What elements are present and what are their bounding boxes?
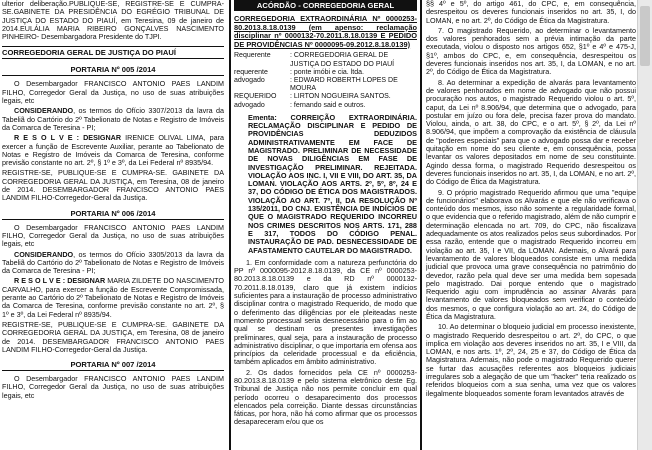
portaria-title: PORTARIA Nº 006 /2014 [2, 209, 224, 220]
party-role: advogado [234, 76, 265, 84]
acordao-header: ACÓRDÃO - CORREGEDORIA GERAL [234, 0, 417, 11]
party-name: : ponte imóbi e cia. ltda. [290, 68, 364, 76]
body-paragraph: 2. Os dados fornecidos pela CE nº 0000253-80.2013.8.18.0139 e pelo sistema eletrônico deste Eg. Tribunal de Justiça não nos permite concluir em qual período ocorreu o desaparecimento dos processos elencados pela correição. Diante dessas circunstâncias fáticas, por hora, não há como afirmar que os processos desapareceram e/ou que os [234, 367, 417, 427]
portaria-title: PORTARIA Nº 007 /2014 [2, 360, 224, 371]
resolve-text: IRENICE OLIVAL LIMA, para exercer a função de Escrevente Auxiliar, perante ao Tabelionato de Notas e Registro de Imóveis da Comarca de Teresina, conforme previsão constante no art. 2º, § 1º e 3º, da Lei Federal nº 8935/94. [2, 133, 224, 168]
case-caption: CORREGEDORIA EXTRAORDINÁRIA Nº 0000253-80.2013.8.18.0139 (em apenso: reclamação disciplinar nº 0000132-70.2011.8.18.0139 E PEDIDO DE PROVIDÊNCIAS Nº 0000095-09.2012.8.18.0139) [234, 14, 417, 49]
middle-column [229, 0, 422, 450]
considerando-label: CONSIDERANDO [14, 106, 74, 116]
portaria-intro: O Desembargador FRANCISCO ANTONIO PAES LANDIM FILHO, Corregedor Geral da Justiça, no uso de suas atribuições legais, etc [2, 374, 224, 400]
party-name: : LIRTON NOGUEIRA SANTOS. [290, 93, 391, 101]
resolve-label: R E S O L V E : DESIGNAR [14, 276, 106, 286]
considerando-label: CONSIDERANDO [14, 249, 74, 259]
section-title: CORREGEDORIA GERAL DE JUSTIÇA DO PIAUÍ [2, 46, 224, 59]
portaria-closing: REGISTRE-SE, PUBLIQUE-SE E CUMPRA-SE. GABINETE DA CORREGEDORIA GERAL DA JUSTIÇA, em Teresina, 08 de janeiro de 2014. DESEMBARGADOR FRANCISCO ANTONIO PAES LANDIM FILHO-Corregedor-Geral da Justiça. [2, 168, 224, 203]
body-paragraph: §§ 4º e 5º, do artigo 461, do CPC, e, em consequência, desrespeitou os deveres funcionais inseridos no art. 35, I, do LOMAN, e no art. 2º, do Código de Ética da Magistratura. [426, 0, 636, 25]
portaria-title: PORTARIA Nº 005 /2014 [2, 65, 224, 76]
party-role: REQUERIDO [234, 93, 277, 101]
body-paragraph: 9. O próprio magistrado Requerido afirmou que uma "equipe de funcionários" elaborava os Alvarás e que ele não verificava o conteúdo dos mesmos, isso não somente a regularidade formal, o que evidencia que o referido magistrado, além de não cumprir e determinação elencada no art. 709, do CPC, não fiscalizava adequadamente os atos realizados pelos seus subordinados. Por essa razão, entende que o magistrado Requerido incorreu em violação ao art. 35, I e VII, da LOMAN. Ademais, o Alvará para levantamento de valores bloqueados consiste em uma medida judicial que provoca uma grave consequência no patrimônio do devedor, razão pela qual deve ser uma medida bem sopesada pelo magistrado. Dai porque entendo que o magistrado Requerido agiu com imprudência ao assinar Alvarás para levantamento de valores bloqueados sem verificar o conteúdo dos mesmos, o que configura violação ao art. 24, do Código de Ética da Magistratura. [426, 187, 636, 321]
portaria-considerando [2, 251, 224, 276]
portaria-block [2, 209, 224, 354]
ementa: Ementa: CORREIÇÃO EXTRAORDINÁRIA. RECLAMAÇÃO DISCIPLINAR E PEDIDO DE PROVIDÊNCIAS DEDUZIDOS ADMINISTRATIVAMENTE EM FACE DE MAGISTRADO. PRELIMINAR DE NECESSIDADE DE NOVAS DILIGÊNCIAS EM FASE DE INVESTIGAÇÃO PRELIMINAR. REJEITADA. VIOLAÇÃO AOS INC. I, VII E VIII, DO ART. 35, DA LOMAN. VIOLAÇÃO AOS ARTS. 2º, 5º, 8º, 24 E 37, DO CÓDIGO DE ÉTICA DOS MAGISTRADOS. VIOLAÇÃO AO ART. 7º, II, DA RESOLUÇÃO Nº 135/2011, DO CNJ. EXISTÊNCIA DE INDÍCIOS DE QUE O MAGISTRADO REQUERIDO INCORREU NOS CRIMES DESCRITOS NOS ARTS. 171, 288 E 317, TODOS DO CÓDIGO PENAL. INSTAURAÇÃO DE PAD. DESNECESSIDADE DE AFASTAMENTO CAUTELAR DO MAGISTRADO. [248, 112, 417, 255]
right-column [426, 0, 636, 450]
portaria-considerando [2, 107, 224, 132]
party-role: Requerente [234, 52, 271, 60]
left-column [2, 0, 224, 450]
considerando-text: , os termos do Ofício 3305/2013 da lavra da Tabeliã do Cartório do 2º Tabelionato de Notas e Registro de Imóveis da Comarca de Teresina - PI; [2, 249, 224, 276]
party-role: requerente [234, 68, 268, 76]
body-paragraph: 7. O magistrado Requerido, ao determinar o levantamento dos valores penhorados sem a prévia intimação da parte executada, violou o disposto nos artigos 652, §1º e 4º e 475-J, §1º, ambos do CPC, e, em consequência, desrespeitou os deveres funcionais inseridos nos art. 35, I, da LOMAN, e no art. 2º, do Código de Ética da Magistratura. [426, 25, 636, 77]
continuation-text: ulterior deliberação.PUBLIQUE-SE, REGISTRE-SE E CUMPRA-SE.GABINETE DA PRESIDÊNCIA DO EGRÉGIO TRIBUNAL DE JUSTIÇA DO ESTADO DO PIAUÍ, em Teresina, 09 de janeiro de 2014.EULÁLIA MARIA RIBEIRO GONÇALVES NASCIMENTO PINHEIRO- Desembargadora Presidente do TJPI. [2, 0, 224, 42]
resolve-label: R E S O L V E : DESIGNAR [14, 133, 122, 143]
party-name: : EDWARD ROBERTH LOPES DE MOURA [290, 76, 398, 93]
body-paragraph: 8. Ao determinar a expedição de alvarás para levantamento de valores penhorados em nome de advogado que não possui procuração nos autos, o magistrado Requerido violou o art. 5º, caput, da Lei nº 8.906/94, que determina que o advogado, para postular em juízo ou fora dele, precisa fazer prova do mandato. Violou, ainda, o art. 38, do CPC, e o art. 5º, § 2º, da Lei nº 8.906/94, que impõem a comprovação da existência de cláusula de "poderes especiais" para que o advogado possa dar e receber quitação em nome do seu cliente e, em consequência, possa levantar os valores depositados em nome de seu constituinte. Agindo dessa forma, o magistrado Requerido desrespeitou os deveres funcionais inseridos no art. 35, I, da LOMAN, e no art. 2º, do Código de Ética da Magistratura. [426, 77, 636, 187]
body-paragraph: 10. Ao determinar o bloqueio judicial em processo inexistente, o magistrado Requerido desrespeitou o art. 2º, do CPC, o que implica em violação aos deveres inseridos no art. 35, I e VIII, da LOMAN, e nos arts. 1º, 2º, 24, 25 e 37, do Código de Ética da Magistratura. Ademais, não pode o magistrado Requerido querer se furtar das acusações referentes aos bloqueios judiciais irregulares sob a alegação de que um "hacker" teria realizado os referidos bloqueios com a sua senha, uma vez que os valores ilegalmente bloqueados somente foram levantados através de [426, 322, 636, 398]
party-name: : CORREGEDORIA GERAL DE JUSTIÇA DO ESTADO DO PIAUÍ [290, 52, 395, 68]
vertical-scrollbar[interactable] [637, 0, 652, 450]
portaria-closing: REGISTRE-SE, PUBLIQUE-SE E CUMPRA-SE. GABINETE DA CORREGEDORIA GERAL DA JUSTIÇA, em Teresina, 08 de janeiro de 2014. DESEMBARGADOR FRANCISCO ANTONIO PAES LANDIM FILHO-Corregedor-Geral da Justiça. [2, 319, 224, 354]
portaria-intro: O Desembargador FRANCISCO ANTONIO PAES LANDIM FILHO, Corregedor Geral da Justiça, no uso de suas atribuições legais, etc [2, 222, 224, 249]
resolve-text: MARIA ZILDETE DO NASCIMENTO CARVALHO, para exercer a função de Escrevente Compromissada, perante ao Cartório do 2º Tabelionato de Notas e Registro de Imóveis da Comarca de Teresina, conforme previsão constante no art. 2º, § 1º e 3º, da Lei Federal nº 8935/94. [2, 276, 224, 319]
portaria-block [2, 360, 224, 400]
scrollbar-thumb[interactable] [640, 6, 650, 66]
party-role: advogado [234, 101, 265, 109]
party-name: : fernando said e outros. [290, 101, 366, 109]
body-paragraph: 1. Em conformidade com a natureza perfunctória do PP nº 0000095-2012.8.18.0139, da CE nº 0000253-80.2013.8.18.0139 e da RD nº 0000132-70.2011.8.18.0139, claro que já existem indícios suficientes para a instauração de processo administrativo disciplinar contra o magistrado Requerido, de modo que o deferimento das diligências por ele pleiteadas neste momento processual seria desnecessário para o fim ao qual se destinam os presentes investigações preliminares, qual seja, para a instauração de processo administrativo disciplinar, o que importaria em ofensa aos princípios da celeridade processual e da eficiência, também aplicados em âmbito administrativo. [234, 257, 417, 367]
portaria-intro: O Desembargador FRANCISCO ANTONIO PAES LANDIM FILHO, Corregedor Geral da Justiça, no uso de suas atribuições legais, etc [2, 79, 224, 106]
considerando-text: , os termos do Ofício 3307/2013 da lavra da Tabeliã do Cartório do 2º Tabelionato de Notas e Registro de Imóveis da Comarca de Teresina - PI; [2, 106, 224, 132]
portaria-resolve [2, 134, 224, 167]
portaria-resolve [2, 277, 224, 318]
parties-list [234, 52, 417, 109]
portaria-block [2, 65, 224, 202]
